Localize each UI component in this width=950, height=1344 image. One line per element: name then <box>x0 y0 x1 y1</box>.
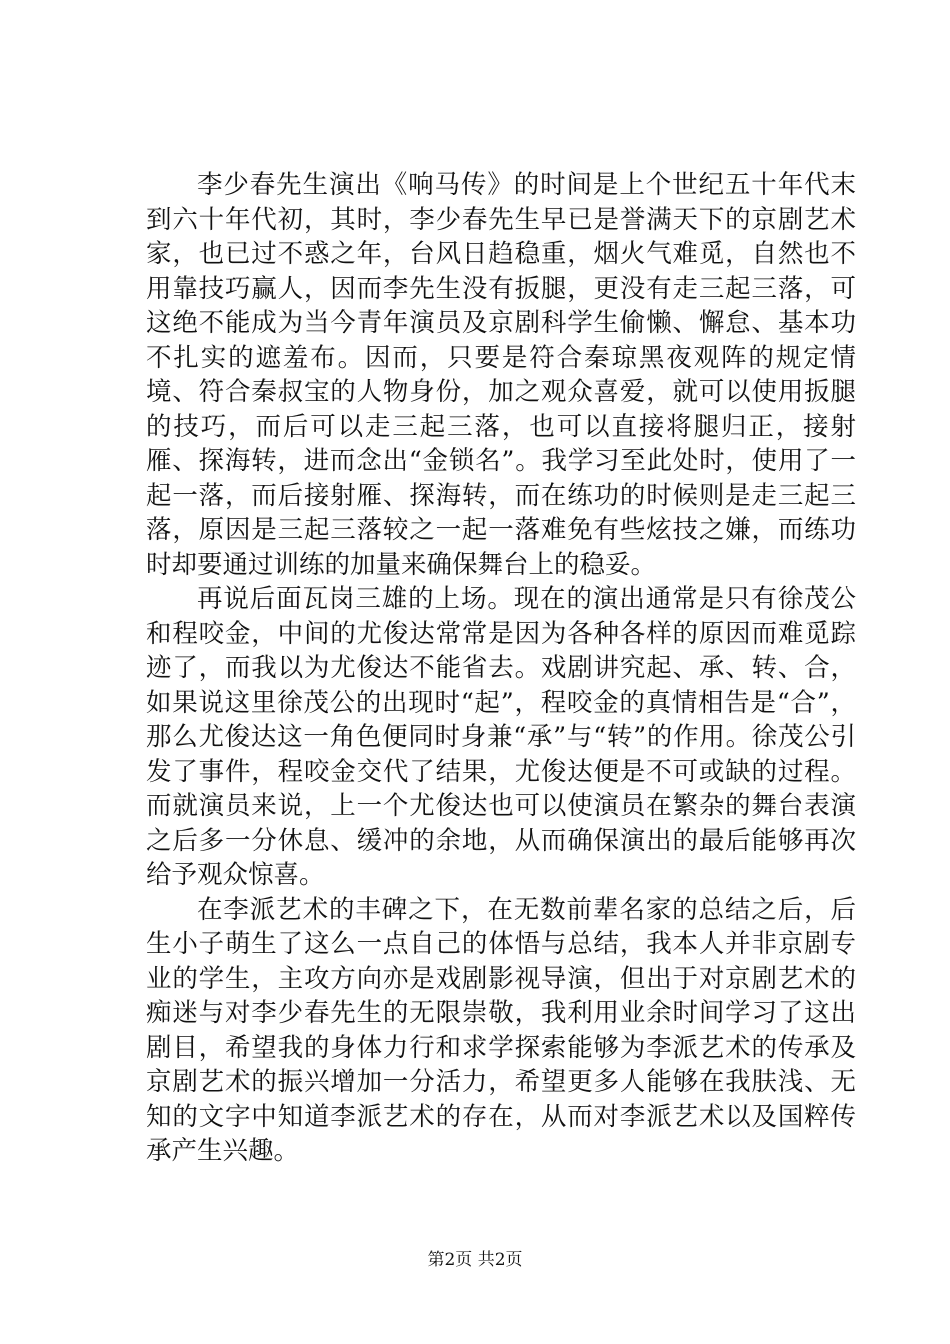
page-footer: 第2页 共2页 <box>427 1250 523 1270</box>
paragraph-3: 在李派艺术的丰碑之下，在无数前辈名家的总结之后，后生小子萌生了这么一点自己的体悟与总结，我本人并非京剧专业的学生，主攻方向亦是戏剧影视导演，但出于对京剧艺术的痴迷与对李少春先生的无限崇敬，我利用业余时间学习了这出剧目，希望我的身体力行和求学探索能够为李派艺术的传承及京剧艺术的振兴增加一分活力，希望更多人能够在我肤浅、无知的文字中知道李派艺术的存在，从而对李派艺术以及国粹传承产生兴趣。 <box>146 894 856 1166</box>
paragraph-1: 李少春先生演出《响马传》的时间是上个世纪五十年代末到六十年代初，其时，李少春先生早已是誉满天下的京剧艺术家，也已过不惑之年，台风日趋稳重，烟火气难觅，自然也不用靠技巧赢人，因而李先生没有扳腿，更没有走三起三落，可这绝不能成为当今青年演员及京剧科学生偷懒、懈怠、基本功不扎实的遮羞布。因而，只要是符合秦琼黑夜观阵的规定情境、符合秦叔宝的人物身份，加之观众喜爱，就可以使用扳腿的技巧，而后可以走三起三落，也可以直接将腿归正，接射雁、探海转，进而念出“金锁名”。我学习至此处时，使用了一起一落，而后接射雁、探海转，而在练功的时候则是走三起三落，原因是三起三落较之一起一落难免有些炫技之嫌，而练功时却要通过训练的加量来确保舞台上的稳妥。 <box>146 170 856 580</box>
paragraph-2: 再说后面瓦岗三雄的上场。现在的演出通常是只有徐茂公和程咬金，中间的尤俊达常常是因为各种各样的原因而难觅踪迹了，而我以为尤俊达不能省去。戏剧讲究起、承、转、合，如果说这里徐茂公的出现时“起”，程咬金的真情相告是“合”，那么尤俊达这一角色便同时身兼“承”与“转”的作用。徐茂公引发了事件，程咬金交代了结果，尤俊达便是不可或缺的过程。而就演员来说，上一个尤俊达也可以使演员在繁杂的舞台表演之后多一分休息、缓冲的余地，从而确保演出的最后能够再次给予观众惊喜。 <box>146 584 856 890</box>
document-body <box>146 168 856 1169</box>
